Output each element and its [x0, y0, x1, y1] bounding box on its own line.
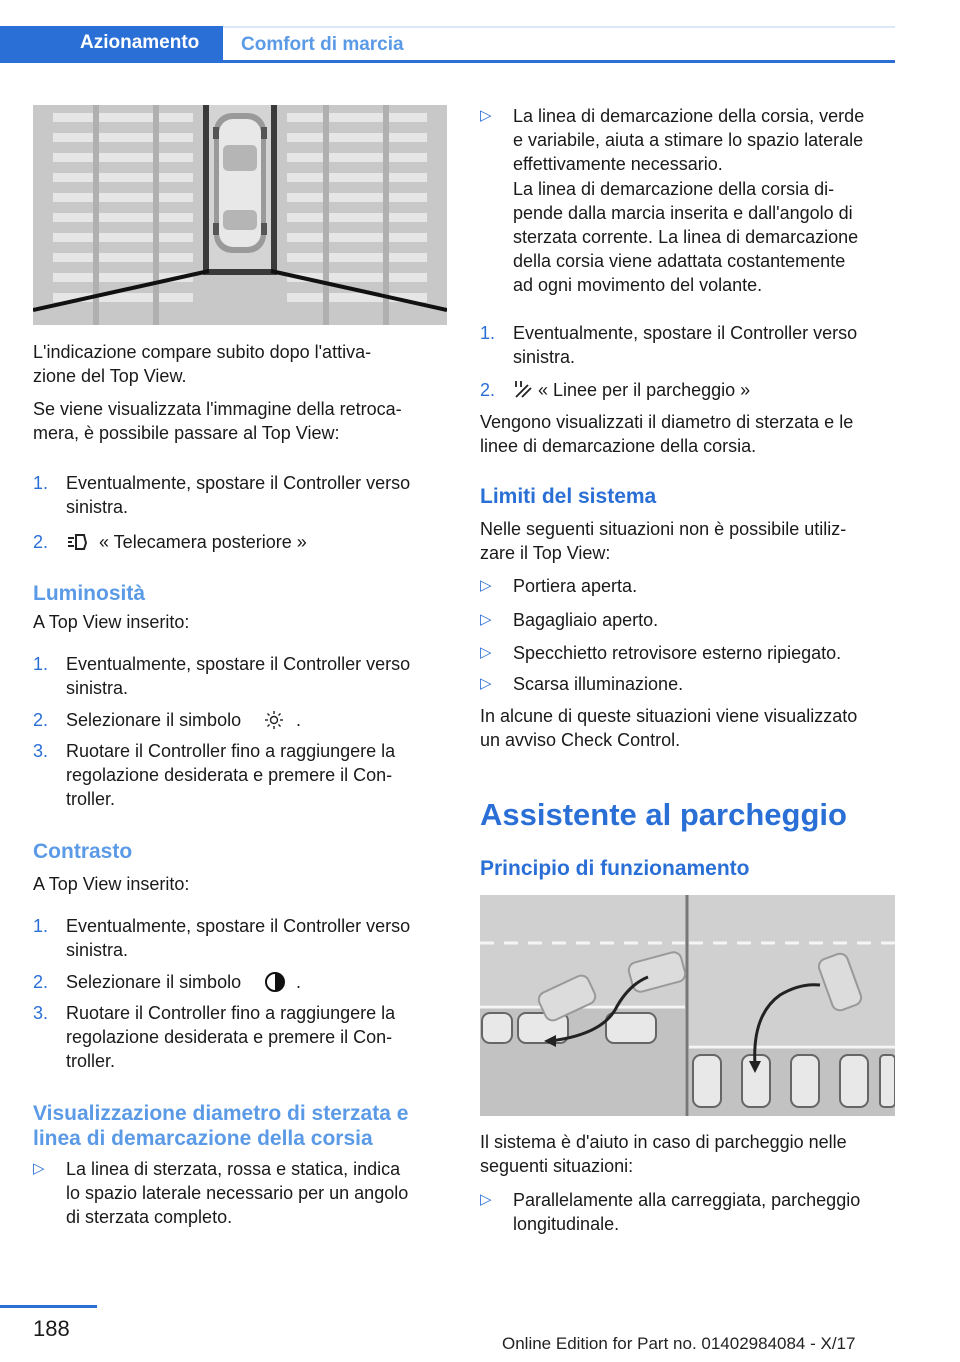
list-item: ▷ Portiera aperta. — [480, 576, 638, 596]
heading-luminosita: Luminosità — [33, 582, 146, 605]
list-item: 2. « Linee per il parcheggio » — [480, 378, 900, 402]
heading-principio: Principio di funzionamento — [480, 857, 750, 880]
heading-visualizzazione: Visualizzazione diametro di sterzata e linea di demarcazione della corsia — [33, 1102, 409, 1150]
parking-lines-icon — [513, 379, 533, 405]
contrast-icon — [264, 971, 286, 999]
paragraph-contrasto-intro: A Top View inserito: — [33, 874, 190, 894]
tab-azionamento[interactable]: Azionamento — [0, 26, 223, 63]
list-item: 2. Selezionare il simbolo . — [33, 708, 453, 732]
bullet-icon: ▷ — [480, 611, 492, 628]
list-item: 1. Eventualmente, spostare il Controller verso sinistra. — [480, 323, 858, 367]
parking-illustration — [480, 895, 895, 1116]
list-item: 2. Selezionare il simbolo . — [33, 970, 453, 994]
list-item: ▷ Bagagliaio aperto. — [480, 610, 659, 630]
left-column — [33, 340, 453, 1240]
heading-limiti: Limiti del sistema — [480, 485, 657, 508]
page-number: 188 — [33, 1316, 70, 1341]
list-item: 1. Eventualmente, spostare il Controller verso sinistra. — [33, 473, 411, 517]
bullet-icon: ▷ — [480, 644, 492, 661]
list-item: ▷ La linea di sterzata, rossa e statica, indica lo spazio laterale necessario per un angolo di sterzata completo. — [33, 1159, 409, 1227]
paragraph-retrocamera: Se viene visualizzata l'immagine della retroca- mera, è possibile passare al Top View: — [33, 399, 402, 443]
bullet-icon: ▷ — [480, 1191, 492, 1208]
list-item: 3. Ruotare il Controller fino a raggiungere la regolazione desiderata e premere il Con- troller. — [33, 1003, 396, 1071]
list-item: 2. « Telecamera posteriore » — [33, 530, 453, 554]
list-item: ▷ Scarsa illuminazione. — [480, 674, 684, 694]
bullet-icon: ▷ — [480, 675, 492, 692]
bullet-icon: ▷ — [33, 1160, 45, 1177]
paragraph-sistema: Il sistema è d'aiuto in caso di parcheggio nelle seguenti situazioni: — [480, 1132, 847, 1176]
list-item: ▷ Specchietto retrovisore esterno ripiegato. — [480, 643, 842, 663]
right-column — [480, 104, 900, 1244]
heading-assistente: Assistente al parcheggio — [480, 797, 847, 832]
paragraph-diametro: Vengono visualizzati il diametro di sterzata e le linee di demarcazione della corsia. — [480, 412, 854, 456]
list-item: ▷ Parallelamente alla carreggiata, parcheggio longitudinale. — [480, 1190, 861, 1234]
edition-text: Online Edition for Part no. 01402984084 - X/17 — [502, 1334, 856, 1353]
rear-camera-icon — [66, 531, 88, 559]
paragraph-demarcazione: La linea di demarcazione della corsia di- pende dalla marcia inserita e dall'angolo di sterzata corrente. La linea di demarcazione della corsia viene adattata costantemente ad ogni movimento del volante. — [513, 179, 859, 295]
list-item: 1. Eventualmente, spostare il Controller verso sinistra. — [33, 916, 411, 960]
sun-icon — [264, 710, 284, 736]
paragraph-luminosita-intro: A Top View inserito: — [33, 612, 190, 632]
paragraph-top-view-info: L'indicazione compare subito dopo l'attiva- zione del Top View. — [33, 342, 372, 386]
list-item: 1. Eventualmente, spostare il Controller verso sinistra. — [33, 654, 411, 698]
paragraph-check-control: In alcune di queste situazioni viene visualizzato un avviso Check Control. — [480, 706, 858, 750]
tab-comfort-di-marcia[interactable]: Comfort di marcia — [223, 26, 895, 60]
footer-rule — [0, 1305, 97, 1308]
bullet-icon: ▷ — [480, 577, 492, 594]
top-view-illustration — [33, 105, 447, 325]
heading-contrasto: Contrasto — [33, 840, 133, 863]
bullet-icon: ▷ — [480, 107, 492, 124]
list-item: ▷ La linea di demarcazione della corsia, verde e variabile, aiuta a stimare lo spazio laterale effettivamente necessario. — [480, 106, 865, 174]
list-item: 3. Ruotare il Controller fino a raggiungere la regolazione desiderata e premere il Con- troller. — [33, 741, 396, 809]
paragraph-limiti-intro: Nelle seguenti situazioni non è possibile utiliz- zare il Top View: — [480, 519, 847, 563]
